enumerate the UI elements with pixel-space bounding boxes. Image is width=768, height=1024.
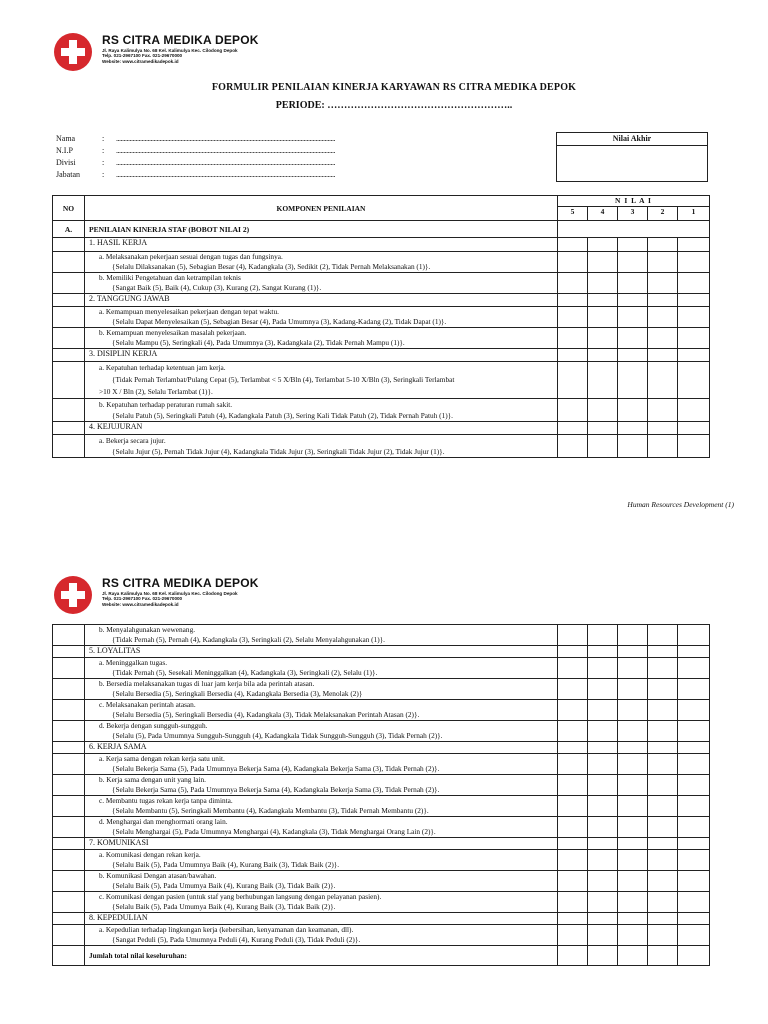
score-cell[interactable]: [648, 252, 678, 273]
criteria-row: a. Komunikasi dengan rekan kerja. {Selalu Baik (5), Pada Umumnya Baik (4), Kurang Baik (3), Tidak Baik (2)}.: [53, 850, 710, 871]
score-cell[interactable]: [558, 658, 588, 679]
score-cell[interactable]: [618, 328, 648, 349]
criteria-row: a. Bekerja secara jujur. {Selalu Jujur (5), Pernah Tidak Jujur (4), Kadangkala Tidak Jujur (3), Seringkali Tidak Jujur (2), Tidak Jujur (1)}.: [53, 435, 710, 458]
nilai-akhir-box: [556, 132, 708, 182]
criteria-row: b. Kerja sama dengan unit yang lain. {Selalu Bekerja Sama (5), Pada Umumnya Bekerja Sama (4), Kadangkala Bekerja Sama (3), Tidak Pernah (2)}.: [53, 775, 710, 796]
score-cell[interactable]: [558, 775, 588, 796]
score-cell[interactable]: [618, 754, 648, 775]
score-cell[interactable]: [648, 273, 678, 294]
score-cell[interactable]: [588, 252, 618, 273]
score-4-header: 4: [588, 207, 618, 221]
score-cell[interactable]: [618, 721, 648, 742]
score-cell[interactable]: [648, 307, 678, 328]
criteria-row: b. Memiliki Pengetahuan dan ketrampilan teknis {Sangat Baik (5), Baik (4), Cukup (3), Kurang (2), Sangat Kurang (1)}.: [53, 273, 710, 294]
assessment-table-page-2: [52, 624, 710, 966]
score-cell[interactable]: [588, 328, 618, 349]
score-cell[interactable]: [618, 775, 648, 796]
red-cross-icon: [54, 576, 92, 614]
score-cell[interactable]: [648, 362, 678, 399]
criteria-row: a. Kerja sama dengan rekan kerja satu unit. {Selalu Bekerja Sama (5), Pada Umumnya Bekerja Sama (4), Kadangkala Bekerja Sama (3), Tidak Pernah (2)}.: [53, 754, 710, 775]
score-cell[interactable]: [588, 273, 618, 294]
score-cell[interactable]: [618, 658, 648, 679]
score-cell[interactable]: [648, 700, 678, 721]
score-cell[interactable]: [558, 871, 588, 892]
criteria-row: d. Bekerja dengan sungguh-sungguh. {Selalu (5), Pada Umumnya Sungguh-Sungguh (4), Kadangkala Tidak Sungguh-Sungguh (3), Tidak Pernah (2)}.: [53, 721, 710, 742]
score-cell[interactable]: [558, 721, 588, 742]
identity-row-jabatan: Jabatan : ..................................................................................................................................................: [56, 168, 378, 180]
score-cell[interactable]: [558, 796, 588, 817]
score-cell[interactable]: [648, 850, 678, 871]
criteria-row: a. Meninggalkan tugas. {Tidak Pernah (5), Sesekali Meninggalkan (4), Kadangkala (3), Seringkali (2), Selalu (1)}.: [53, 658, 710, 679]
score-cell[interactable]: [618, 700, 648, 721]
score-cell[interactable]: [678, 625, 710, 646]
group-kerja-sama: 6. KERJA SAMA: [85, 742, 558, 754]
score-cell[interactable]: [618, 892, 648, 913]
score-cell[interactable]: [558, 892, 588, 913]
score-cell[interactable]: [588, 850, 618, 871]
score-cell[interactable]: [618, 273, 648, 294]
nama-field[interactable]: ..................................................................................................................................................: [116, 133, 335, 143]
total-cell[interactable]: [648, 946, 678, 966]
score-cell[interactable]: [648, 892, 678, 913]
score-cell[interactable]: [618, 362, 648, 399]
score-cell[interactable]: [678, 252, 710, 273]
score-cell[interactable]: [558, 399, 588, 422]
score-cell[interactable]: [618, 307, 648, 328]
score-cell[interactable]: [558, 435, 588, 458]
group-komunikasi: 7. KOMUNIKASI: [85, 838, 558, 850]
score-cell[interactable]: [558, 273, 588, 294]
score-cell[interactable]: [618, 796, 648, 817]
hospital-logo: [54, 33, 274, 73]
group-loyalitas: 5. LOYALITAS: [85, 646, 558, 658]
total-row: [53, 946, 710, 966]
score-cell[interactable]: [588, 871, 618, 892]
criteria-row: a. Kepedulian terhadap lingkungan kerja (kebersihan, kenyamanan dan keamanan, dll). {Sangat Peduli (5), Pada Umumnya Peduli (4), Kurang Peduli (3), Tidak Peduli (2)}.: [53, 925, 710, 946]
score-cell[interactable]: [588, 721, 618, 742]
criteria-row: b. Menyalahgunakan wewenang. {Tidak Pernah (5), Pernah (4), Kadangkala (3), Seringkali (2), Selalu Menyalahgunakan (1)}.: [53, 625, 710, 646]
divisi-field[interactable]: ..................................................................................................................................................: [116, 157, 335, 167]
nilai-akhir-label: Nilai Akhir: [557, 133, 707, 146]
score-2-header: 2: [648, 207, 678, 221]
score-cell[interactable]: [558, 850, 588, 871]
score-3-header: 3: [618, 207, 648, 221]
score-cell[interactable]: [588, 925, 618, 946]
criteria-row: c. Membantu tugas rekan kerja tanpa diminta. {Selalu Membantu (5), Seringkali Membantu (4), Kadangkala Membantu (3), Tidak Pernah Membantu (2)}.: [53, 796, 710, 817]
score-cell[interactable]: [588, 399, 618, 422]
criteria-row: a. Kemampuan menyelesaikan pekerjaan dengan tepat waktu. {Selalu Dapat Menyelesaikan (5), Sebagian Besar (4), Pada Umumnya (3), Kadang-Kadang (2), Tidak Dapat (1)}.: [53, 307, 710, 328]
score-cell[interactable]: [648, 721, 678, 742]
group-hasil-kerja: 1. HASIL KERJA: [85, 238, 558, 252]
hospital-name: RS CITRA MEDIKA DEPOK: [102, 33, 259, 47]
score-cell[interactable]: [678, 871, 710, 892]
score-cell[interactable]: [618, 252, 648, 273]
page-footer: Human Resources Development (1): [627, 500, 734, 509]
score-cell[interactable]: [678, 307, 710, 328]
score-cell[interactable]: [588, 307, 618, 328]
score-cell[interactable]: [588, 679, 618, 700]
identity-row-nama: Nama : ..................................................................................................................................................: [56, 132, 378, 144]
criteria-row: b. Bersedia melaksanakan tugas di luar jam kerja bila ada perintah atasan. {Selalu Bersedia (5), Seringkali Bersedia (4), Kadangkala Bersedia (3), Menolak (2)}: [53, 679, 710, 700]
identity-row-divisi: Divisi : ..................................................................................................................................................: [56, 156, 378, 168]
criteria-row: a. Kepatuhan terhadap ketentuan jam kerja. {Tidak Pernah Terlambat/Pulang Cepat (5), Terlambat < 5 X/Bln (4), Terlambat 5-10 X/Bln (3), Seringkali Terlambat >10 X / Bln (2), Selalu Terlambat (1)}.: [53, 362, 710, 399]
criteria-row: b. Kemampuan menyelesaikan masalah pekerjaan. {Selalu Mampu (5), Seringkali (4), Pada Umumnya (3), Kadangkala (2), Tidak Pernah Mampu (1)}.: [53, 328, 710, 349]
score-cell[interactable]: [648, 399, 678, 422]
score-cell[interactable]: [678, 754, 710, 775]
score-cell[interactable]: [618, 925, 648, 946]
score-cell[interactable]: [648, 871, 678, 892]
score-cell[interactable]: [618, 871, 648, 892]
score-cell[interactable]: [618, 625, 648, 646]
group-disiplin-kerja: 3. DISIPLIN KERJA: [85, 349, 558, 362]
jabatan-field[interactable]: ..................................................................................................................................................: [116, 169, 335, 179]
score-cell[interactable]: [588, 754, 618, 775]
hospital-address: Jl. Raya Kalimulya No. 68 Kel. Kalimulya Kec. Cilodong Depok Telp. 021-2967100 Fax. 021-29670000 Website: www.citramedikadepok.id: [102, 48, 238, 64]
section-a-no: A.: [53, 221, 85, 238]
criteria-row: b. Kepatuhan terhadap peraturan rumah sakit. {Selalu Patuh (5), Seringkali Patuh (4), Kadangkala Patuh (3), Sering Kali Tidak Patuh (2), Tidak Pernah Patuh (1)}.: [53, 399, 710, 422]
score-cell[interactable]: [558, 252, 588, 273]
form-page-2: [0, 560, 768, 1024]
score-cell[interactable]: [648, 679, 678, 700]
score-cell[interactable]: [588, 658, 618, 679]
score-cell[interactable]: [678, 721, 710, 742]
score-cell[interactable]: [678, 700, 710, 721]
score-1-header: 1: [678, 207, 710, 221]
nilai-akhir-value[interactable]: [557, 146, 707, 182]
criteria-row: d. Menghargai dan menghormati orang lain. {Selalu Menghargai (5), Pada Umumnya Menghargai (4), Kadangkala (3), Tidak Menghargai Orang Lain (2)}.: [53, 817, 710, 838]
col-komponen: KOMPONEN PENILAIAN: [85, 196, 558, 221]
group-tanggung-jawab: 2. TANGGUNG JAWAB: [85, 294, 558, 307]
score-cell[interactable]: [648, 925, 678, 946]
score-cell[interactable]: [648, 625, 678, 646]
total-cell[interactable]: [618, 946, 648, 966]
total-label: Jumlah total nilai keseluruhan:: [85, 946, 558, 966]
form-title: FORMULIR PENILAIAN KINERJA KARYAWAN RS CITRA MEDIKA DEPOK: [211, 82, 577, 93]
score-cell[interactable]: [678, 328, 710, 349]
score-cell[interactable]: [678, 892, 710, 913]
total-cell[interactable]: [678, 946, 710, 966]
score-cell[interactable]: [558, 328, 588, 349]
score-cell[interactable]: [678, 817, 710, 838]
score-cell[interactable]: [678, 362, 710, 399]
score-cell[interactable]: [678, 679, 710, 700]
score-5-header: 5: [558, 207, 588, 221]
score-cell[interactable]: [588, 817, 618, 838]
red-cross-icon: [54, 33, 92, 71]
score-cell[interactable]: [618, 399, 648, 422]
score-cell[interactable]: [588, 625, 618, 646]
group-kejujuran: 4. KEJUJURAN: [85, 422, 558, 435]
score-cell[interactable]: [588, 700, 618, 721]
col-no: NO: [53, 196, 85, 221]
score-cell[interactable]: [618, 817, 648, 838]
score-cell[interactable]: [678, 850, 710, 871]
hospital-address: Jl. Raya Kalimulya No. 68 Kel. Kalimulya Kec. Cilodong Depok Telp. 021-2967100 Fax. 021-29670000 Website: www.citramedikadepok.id: [102, 591, 238, 607]
periode-field[interactable]: PERIODE: ………………………………………………..: [275, 100, 513, 111]
score-cell[interactable]: [648, 658, 678, 679]
criteria-row: c. Komunikasi dengan pasien (untuk staf yang berhubungan langsung dengan pelayanan pasien). {Selalu Baik (5), Pada Umumya Baik (4), Kurang Baik (3), Tidak Baik (2)}.: [53, 892, 710, 913]
score-cell[interactable]: [648, 817, 678, 838]
score-cell[interactable]: [648, 328, 678, 349]
identity-row-nip: N.I.P : ..................................................................................................................................................: [56, 144, 378, 156]
score-cell[interactable]: [558, 817, 588, 838]
score-cell[interactable]: [648, 754, 678, 775]
score-cell[interactable]: [678, 399, 710, 422]
score-cell[interactable]: [618, 435, 648, 458]
score-cell[interactable]: [648, 796, 678, 817]
group-kepedulian: 8. KEPEDULIAN: [85, 913, 558, 925]
nip-field[interactable]: ..................................................................................................................................................: [116, 145, 335, 155]
hospital-logo: [54, 576, 274, 616]
score-cell[interactable]: [678, 658, 710, 679]
criteria-row: c. Melaksanakan perintah atasan. {Selalu Bersedia (5), Seringkali Bersedia (4), Kadangkala (3), Tidak Melaksanakan Perintah Atasan (2)}.: [53, 700, 710, 721]
total-cell[interactable]: [588, 946, 618, 966]
score-cell[interactable]: [558, 362, 588, 399]
score-cell[interactable]: [678, 273, 710, 294]
score-cell[interactable]: [558, 679, 588, 700]
criteria-row: b. Komunikasi Dengan atasan/bawahan. {Selalu Baik (5), Pada Umumya Baik (4), Kurang Baik (3), Tidak Baik (2)}.: [53, 871, 710, 892]
score-cell[interactable]: [648, 435, 678, 458]
score-cell[interactable]: [648, 775, 678, 796]
section-a-title: PENILAIAN KINERJA STAF (BOBOT NILAI 2): [85, 221, 558, 238]
score-cell[interactable]: [588, 892, 618, 913]
score-cell[interactable]: [558, 625, 588, 646]
col-nilai: N I L A I: [558, 196, 710, 207]
score-cell[interactable]: [588, 362, 618, 399]
total-cell[interactable]: [558, 946, 588, 966]
score-cell[interactable]: [618, 850, 648, 871]
score-cell[interactable]: [588, 775, 618, 796]
assessment-table-page-1: [52, 195, 710, 458]
score-cell[interactable]: [678, 925, 710, 946]
score-cell[interactable]: [618, 679, 648, 700]
score-cell[interactable]: [558, 700, 588, 721]
score-cell[interactable]: [678, 435, 710, 458]
score-cell[interactable]: [588, 796, 618, 817]
score-cell[interactable]: [558, 925, 588, 946]
criteria-row: a. Melaksanakan pekerjaan sesuai dengan tugas dan fungsinya. {Selalu Dilaksanakan (5), Sebagian Besar (4), Kadangkala (3), Sedikit (2), Tidak Pernah Melaksanakan (1)}.: [53, 252, 710, 273]
score-cell[interactable]: [678, 775, 710, 796]
employee-identity: [56, 132, 378, 180]
score-cell[interactable]: [558, 754, 588, 775]
hospital-name: RS CITRA MEDIKA DEPOK: [102, 576, 259, 590]
score-cell[interactable]: [558, 307, 588, 328]
score-cell[interactable]: [588, 435, 618, 458]
score-cell[interactable]: [678, 796, 710, 817]
